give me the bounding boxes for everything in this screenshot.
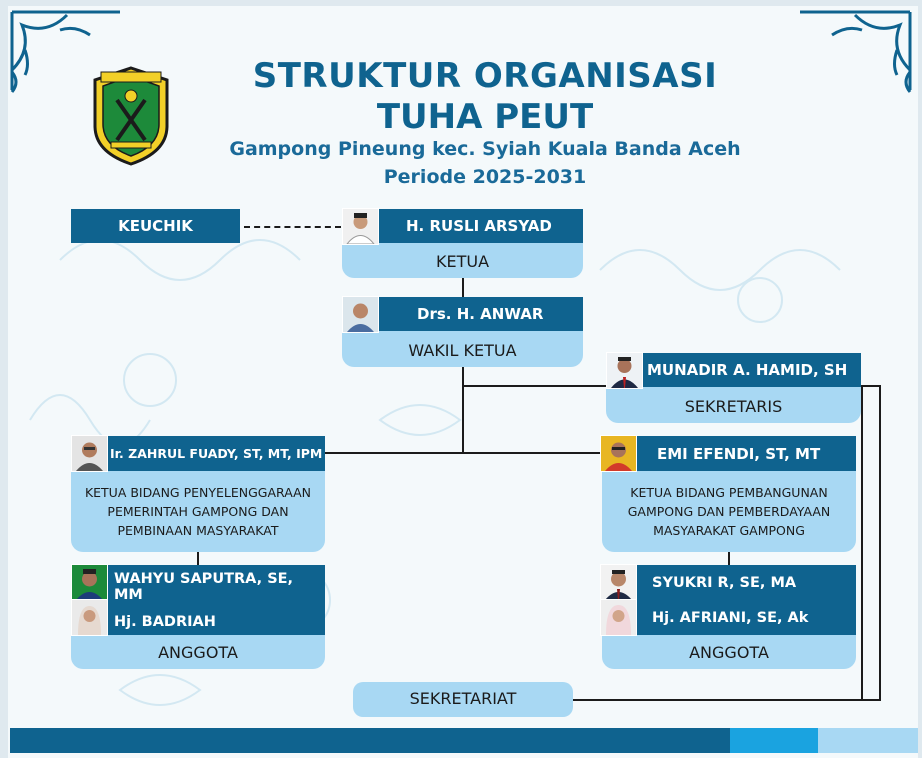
ketua-photo [342, 208, 379, 245]
sekretaris-box [606, 353, 861, 423]
keuchik-dashed-connector [244, 226, 341, 228]
bidang1-name: Ir. ZAHRUL FUADY, ST, MT, IPM [110, 446, 323, 461]
connector-right-top [860, 385, 881, 387]
footer-bar-accent [730, 728, 818, 753]
wakil-photo [342, 296, 379, 333]
anggota1-role: ANGGOTA [158, 643, 238, 662]
bidang1-role-line3: PEMBINAAN MASYARAKAT [117, 523, 279, 538]
anggota2-member2-photo [600, 599, 637, 636]
connector-to-sekretariat [573, 699, 881, 701]
anggota1-member1-photo [71, 564, 108, 601]
keuchik-box [71, 209, 240, 243]
connector-right-vertical-outer [879, 385, 881, 701]
sekretaris-name-bar [606, 353, 861, 387]
bidang2-role-line3: MASYARAKAT GAMPONG [653, 523, 805, 538]
sekretaris-photo [606, 352, 643, 389]
page-subtitle-line1: Gampong Pineung kec. Syiah Kuala Banda Aceh [229, 138, 741, 160]
connector-to-sekretaris [463, 385, 607, 387]
bidang2-box [602, 436, 856, 552]
bidang1-role-line1: KETUA BIDANG PENYELENGGARAAN [84, 485, 312, 500]
sekretariat-label: SEKRETARIAT [409, 689, 517, 708]
ketua-role: KETUA [435, 252, 490, 271]
bidang2-role-line1: KETUA BIDANG PEMBANGUNAN [630, 485, 828, 500]
footer-bar-light [818, 728, 918, 753]
bidang1-photo [71, 435, 108, 472]
sekretariat-box [353, 682, 573, 717]
anggota2-member2: Hj. AFRIANI, SE, Ak [652, 609, 809, 626]
sekretaris-name: MUNADIR A. HAMID, SH [647, 361, 848, 379]
bidang1-name-bar [71, 436, 325, 471]
page-title-line1: STRUKTUR ORGANISASI [252, 56, 718, 96]
anggota2-role: ANGGOTA [689, 643, 769, 662]
anggota1-member2-photo [71, 599, 108, 636]
banda-aceh-logo [91, 66, 171, 166]
anggota2-name-bar [602, 565, 856, 635]
connector-bidang1-anggota1 [197, 552, 199, 565]
bidang2-name: EMI EFENDI, ST, MT [657, 444, 821, 463]
bidang2-name-bar [602, 436, 856, 471]
connector-bidang2-anggota2 [728, 552, 730, 565]
bidang2-role-line2: GAMPONG DAN PEMBERDAYAAN [627, 504, 831, 519]
sekretaris-role: SEKRETARIS [684, 397, 783, 416]
keuchik-label: KEUCHIK [118, 217, 193, 235]
anggota2-member1-photo [600, 564, 637, 601]
bidang1-box [71, 436, 325, 552]
anggota1-name-bar [71, 565, 325, 635]
footer-bar [10, 728, 730, 753]
connector-ketua-wakil [462, 278, 464, 297]
ketua-name: H. RUSLI ARSYAD [406, 217, 552, 235]
connector-right-vertical [861, 385, 863, 701]
bidang2-photo [600, 435, 637, 472]
anggota2-box [602, 565, 856, 669]
connector-wakil-down [462, 367, 464, 453]
anggota2-member1: SYUKRI R, SE, MA [652, 574, 797, 591]
bidang1-role-line2: PEMERINTAH GAMPONG DAN [107, 504, 289, 519]
page-title-line2: TUHA PEUT [376, 97, 594, 137]
anggota1-member1: WAHYU SAPUTRA, SE, MM [114, 570, 294, 603]
wakil-role: WAKIL KETUA [408, 341, 517, 360]
anggota1-member2: Hj. BADRIAH [114, 613, 216, 630]
page-subtitle-line2: Periode 2025-2031 [383, 166, 587, 188]
wakil-name: Drs. H. ANWAR [417, 305, 544, 323]
anggota1-box [71, 565, 325, 669]
connector-horizontal-bidang [325, 452, 602, 454]
